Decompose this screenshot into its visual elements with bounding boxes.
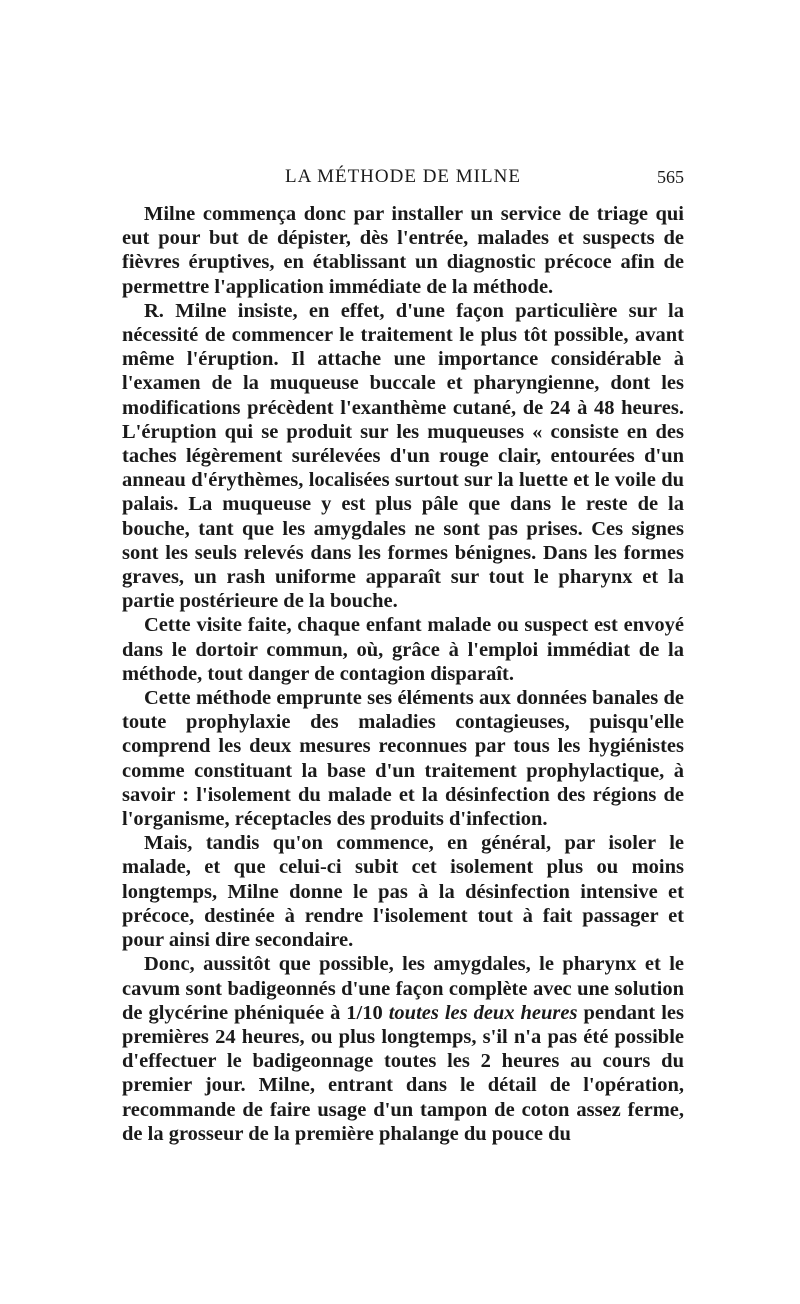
page-number: 565 [657, 167, 684, 187]
paragraph-text: Donc, aussitôt que possible, les amygdales, le pharynx et le cavum sont badigeonnés d'une façon complète avec une solution de glycérine phéniquée à 1/10 [122, 953, 684, 1024]
paragraph: R. Milne insiste, en effet, d'une façon particulière sur la nécessité de commencer le traitement le plus tôt possible, avant même l'éruption. Il attache une importance considérable à l'examen de la muqueuse buccale et pharyngienne, dont les modifications précèdent l'exanthème cutané, de 24 à 48 heures. L'éruption qui se produit sur les muqueuses « consiste en des taches légèrement surélevées d'un rouge clair, entourées d'un anneau d'érythèmes, localisées surtout sur la luette et le voile du palais. La muqueuse y est plus pâle que dans le reste de la bouche, tant que les amygdales ne sont pas prises. Ces signes sont les seuls relevés dans les formes bénignes. Dans les formes graves, un rash uniforme apparaît sur tout le pharynx et la partie postérieure de la bouche. [122, 299, 684, 613]
body-text [122, 202, 684, 1146]
paragraph: Cette visite faite, chaque enfant malade ou suspect est envoyé dans le dortoir commun, où, grâce à l'emploi immédiat de la méthode, tout danger de contagion disparaît. [122, 614, 684, 685]
running-head [122, 165, 684, 189]
running-title: LA MÉTHODE DE MILNE [285, 166, 521, 187]
paragraph [122, 952, 684, 1146]
paragraph: Cette méthode emprunte ses éléments aux données banales de toute prophylaxie des maladies contagieuses, puisqu'elle comprend les deux mesures reconnues par tous les hygiénistes comme constituant la base d'un traitement prophylactique, à savoir : l'isolement du malade et la désinfection des régions de l'organisme, réceptacles des produits d'infection. [122, 687, 684, 831]
paragraph: Mais, tandis qu'on commence, en général, par isoler le malade, et que celui-ci subit cet isolement plus ou moins longtemps, Milne donne le pas à la désinfection intensive et précoce, destinée à rendre l'isolement tout à fait passager et pour ainsi dire secondaire. [122, 832, 684, 952]
paragraph-text: pendant les premières 24 heures, ou plus longtemps, s'il n'a pas été possible d'effectuer le badigeonnage toutes les 2 heures au cours du premier jour. Milne, entrant dans le détail de l'opération, recommande de faire usage d'un tampon de coton assez ferme, de la grosseur de la première phalange du pouce du [122, 1001, 684, 1145]
paragraph: Milne commença donc par installer un service de triage qui eut pour but de dépister, dès l'entrée, malades et suspects de fièvres éruptives, en établissant un diagnostic précoce afin de permettre l'application immédiate de la méthode. [122, 203, 684, 298]
italic-phrase: toutes les deux heures [388, 1001, 578, 1024]
